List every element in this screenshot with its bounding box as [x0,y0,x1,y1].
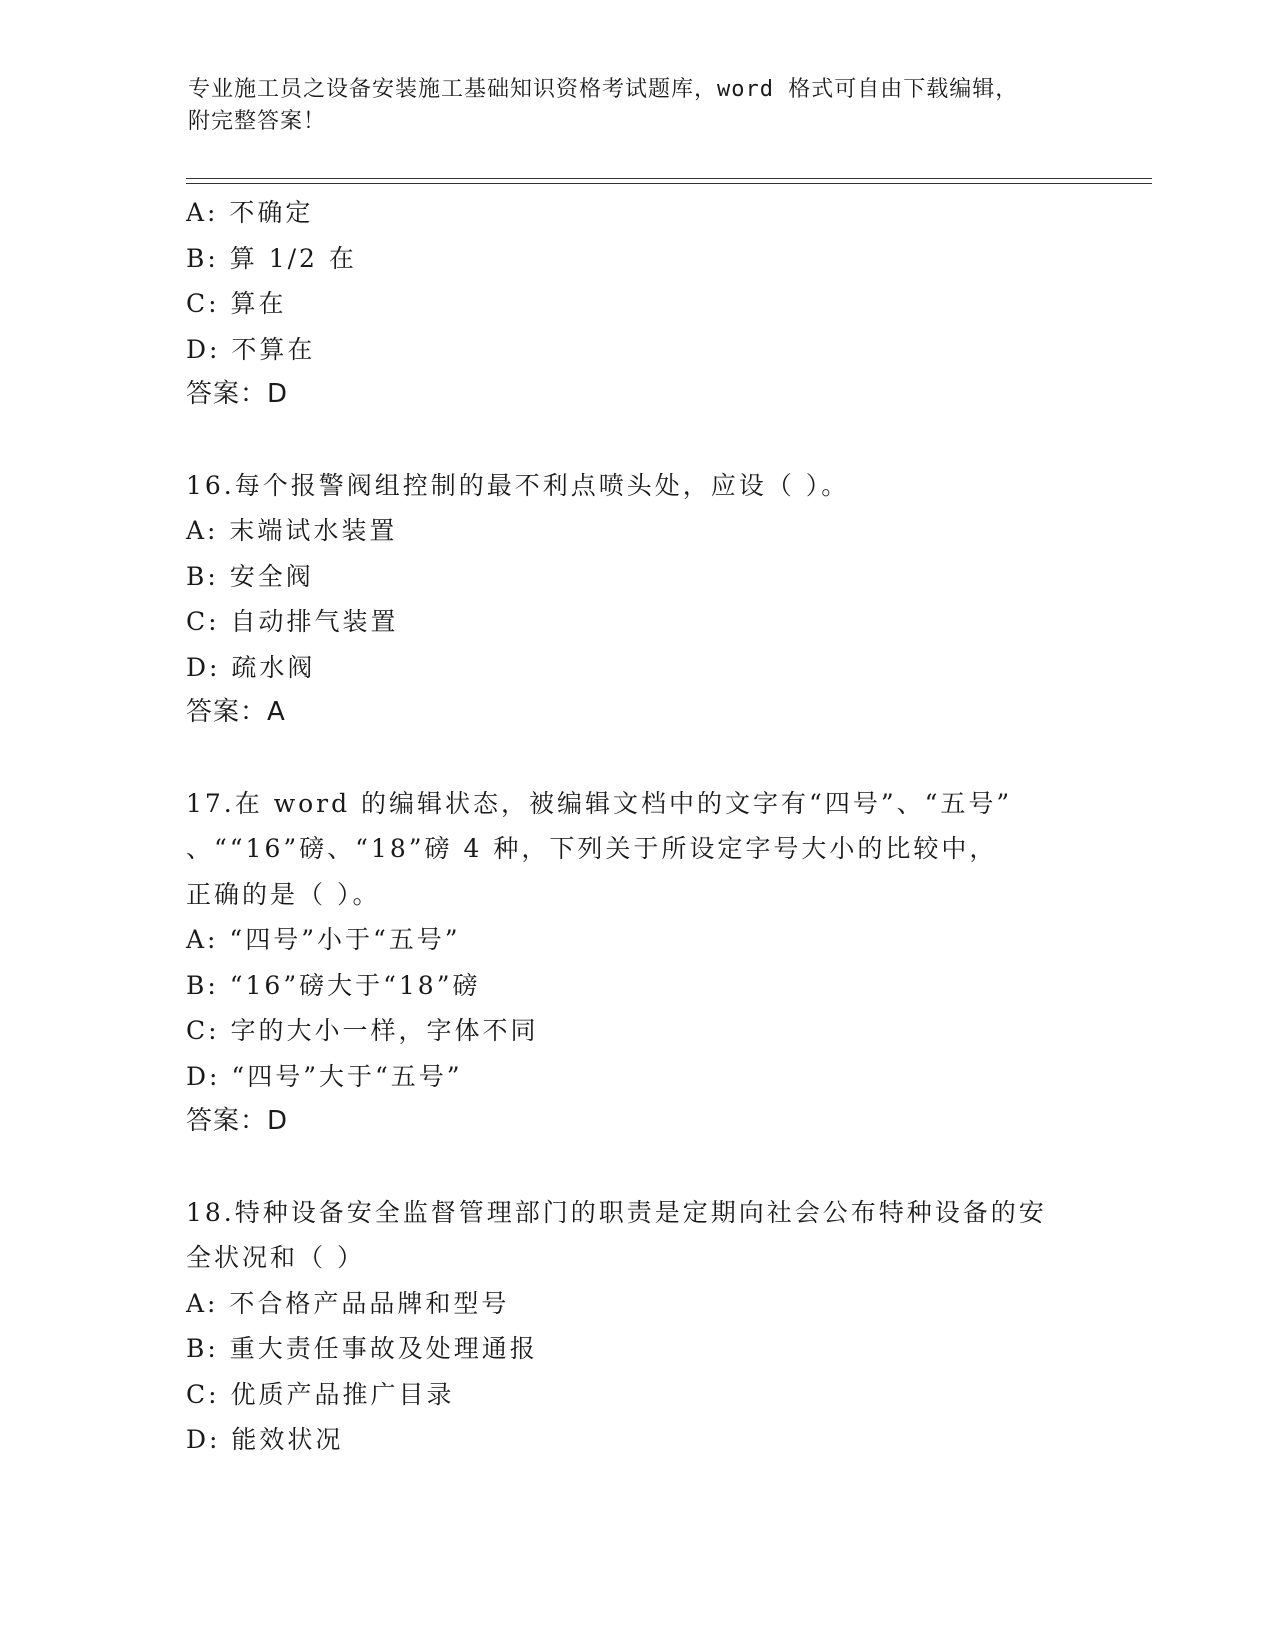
answer-label: 答案：A [186,697,286,727]
question-15 [186,190,1146,418]
question-stem-line-2: 全状况和（ ） [186,1243,365,1272]
option-b: B: 安全阀 [186,561,314,591]
question-stem-line-1: 18.特种设备安全监督管理部门的职责是定期向社会公布特种设备的安 [186,1197,1047,1227]
header-divider-bottom [186,183,1152,184]
spacer [186,418,1146,463]
option-c: C: 优质产品推广目录 [186,1379,455,1409]
option-c: C: 算在 [186,289,287,318]
header-line-1: 专业施工员之设备安装施工基础知识资格考试题库，word 格式可自由下载编辑， [188,77,1019,102]
option-d: D: 不算在 [186,334,316,364]
option-a: A: 不确定 [186,198,314,227]
option-a: A: 不合格产品品牌和型号 [186,1288,510,1318]
option-b: B: “16”磅大于“18”磅 [186,970,481,1000]
question-16 [186,463,1146,736]
option-d: D: 疏水阀 [186,652,316,682]
question-17 [186,781,1146,1145]
question-stem-line-2: 、““16”磅、“18”磅 4 种，下列关于所设定字号大小的比较中， [186,834,998,863]
question-stem: 16.每个报警阀组控制的最不利点喷头处，应设（ ）。 [186,470,850,500]
header-line-2: 附完整答案！ [188,109,327,134]
option-c: C: 自动排气装置 [186,607,399,636]
question-18 [186,1190,1146,1463]
option-b: B: 算 1/2 在 [186,243,357,273]
header-divider-top [186,178,1152,179]
answer-label: 答案：D [186,379,289,409]
answer-label: 答案：D [186,1106,289,1136]
question-list [186,190,1146,1463]
option-b: B: 重大责任事故及处理通报 [186,1334,538,1363]
option-a: A: 末端试水装置 [186,516,398,545]
option-d: D: 能效状况 [186,1425,344,1454]
option-c: C: 字的大小一样，字体不同 [186,1016,539,1045]
option-d: D: “四号”大于“五号” [186,1061,463,1091]
document-header [188,74,1068,138]
question-stem-line-1: 17.在 word 的编辑状态，被编辑文档中的文字有“四号”、“五号” [186,788,1013,818]
spacer [186,1145,1146,1190]
option-a: A: “四号”小于“五号” [186,925,461,954]
question-stem-line-3: 正确的是（ ）。 [186,879,381,909]
spacer [186,736,1146,781]
